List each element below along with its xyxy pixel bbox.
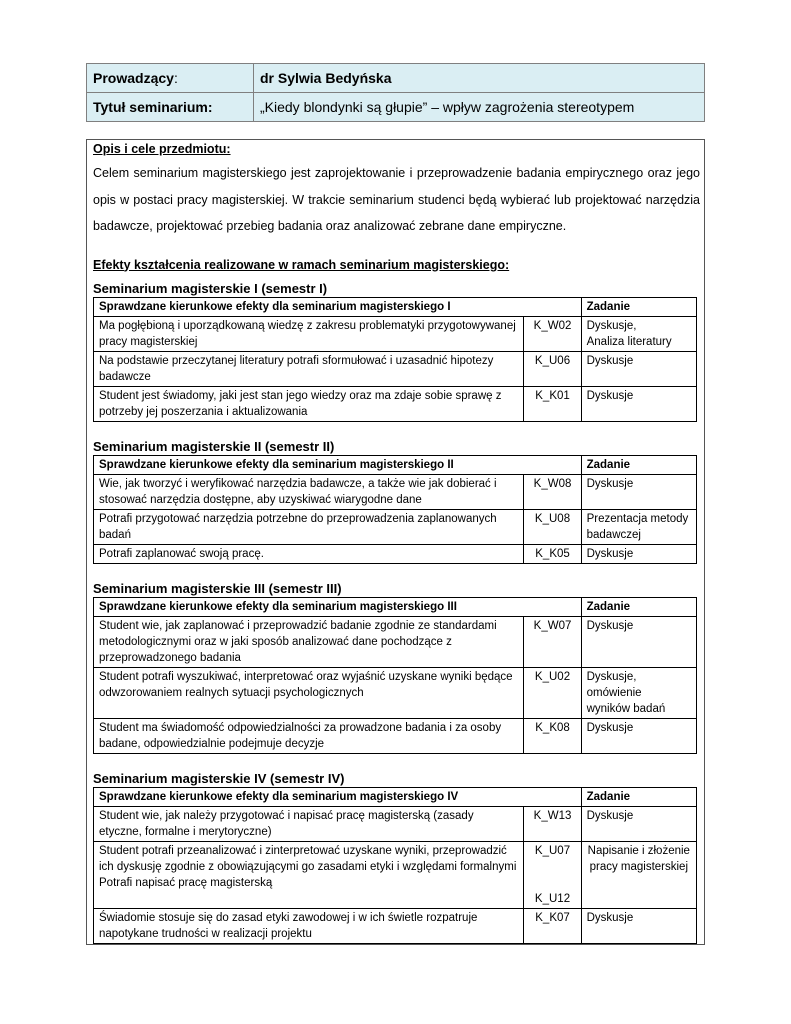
effect-task: Dyskusje, Analiza literatury [581,316,696,351]
effects-table [93,787,697,944]
instructor-row [87,64,705,93]
table-row [94,316,697,351]
instructor-label: Prowadzący [93,70,174,86]
effect-description: Student potrafi przeanalizować i zinterpretować uzyskane wyniki, przeprowadzić ich dyskusję zgodnie z obowiązującymi go zasadami etyki i względami formalnymi Potrafi napisać pracę magisterską [94,841,524,908]
effects-column-header: Sprawdzane kierunkowe efekty dla seminarium magisterskiego IV [94,787,582,806]
header-table [86,63,705,122]
seminar-title: Seminarium magisterskie III (semestr III) [93,580,342,596]
effect-description: Na podstawie przeczytanej literatury potrafi sformułować i uzasadnić hipotezy badawcze [94,351,524,386]
seminar-title: Seminarium magisterskie IV (semestr IV) [93,770,345,786]
effect-task: Prezentacja metody badawczej [581,509,696,544]
effects-heading: Efekty kształcenia realizowane w ramach seminarium magisterskiego: [93,257,510,272]
table-row [94,616,697,667]
table-row [94,509,697,544]
effects-table [93,297,697,422]
effect-description: Potrafi zaplanować swoją pracę. [94,544,524,563]
seminar-title: Seminarium magisterskie I (semestr I) [93,280,328,296]
effect-task: Napisanie i złożenie pracy magisterskiej [581,841,696,908]
effect-description: Student wie, jak należy przygotować i napisać pracę magisterską (zasady etyczne, formalne i merytoryczne) [94,806,524,841]
task-column-header: Zadanie [581,297,696,316]
title-label: Tytuł seminarium: [87,93,254,122]
effects-table-header [94,597,697,616]
effect-task: Dyskusje [581,474,696,509]
effect-description: Student potrafi wyszukiwać, interpretować oraz wyjaśnić uzyskane wyniki będące odwzorowaniem realnych sytuacji psychologicznych [94,667,524,718]
table-row [94,351,697,386]
effect-code: K_W13 [524,806,581,841]
table-row [94,667,697,718]
instructor-value: dr Sylwia Bedyńska [254,64,705,93]
effect-description: Student jest świadomy, jaki jest stan jego wiedzy oraz ma zdaje sobie sprawę z potrzeby jej poszerzania i aktualizowania [94,386,524,421]
effect-description: Świadomie stosuje się do zasad etyki zawodowej i w ich świetle rozpatruje napotykane trudności w realizacji projektu [94,908,524,943]
seminar-title: Seminarium magisterskie II (semestr II) [93,438,335,454]
effect-task: Dyskusje [581,544,696,563]
seminars-container [93,281,700,944]
table-row [94,474,697,509]
task-column-header: Zadanie [581,597,696,616]
effects-table-header [94,787,697,806]
effect-task: Dyskusje [581,616,696,667]
task-column-header: Zadanie [581,455,696,474]
table-row [94,544,697,563]
course-content [93,142,700,944]
table-row [94,386,697,421]
effect-task: Dyskusje [581,351,696,386]
effect-description: Wie, jak tworzyć i weryfikować narzędzia badawcze, a także wie jak dobierać i stosować narzędzia dostępne, aby uzyskiwać wiarygodne dane [94,474,524,509]
effects-table-header [94,297,697,316]
effects-column-header: Sprawdzane kierunkowe efekty dla seminarium magisterskiego III [94,597,582,616]
effects-table [93,455,697,564]
effect-code: K_U08 [524,509,581,544]
effect-code: K_W02 [524,316,581,351]
effect-task: Dyskusje [581,908,696,943]
table-row [94,841,697,908]
effect-code: K_K08 [524,718,581,753]
title-row [87,93,705,122]
effect-description: Potrafi przygotować narzędzia potrzebne do przeprowadzenia zaplanowanych badań [94,509,524,544]
course-description-box [86,139,705,945]
effect-code: K_W08 [524,474,581,509]
effect-code: K_K01 [524,386,581,421]
effects-column-header: Sprawdzane kierunkowe efekty dla seminarium magisterskiego II [94,455,582,474]
task-column-header: Zadanie [581,787,696,806]
effect-task: Dyskusje [581,718,696,753]
effect-code: K_U07 K_U12 [524,841,581,908]
effects-table [93,597,697,754]
effect-code: K_U06 [524,351,581,386]
effect-code: K_K07 [524,908,581,943]
table-row [94,718,697,753]
effect-code: K_W07 [524,616,581,667]
effects-table-header [94,455,697,474]
table-row [94,806,697,841]
effect-code: K_U02 [524,667,581,718]
instructor-colon: : [173,70,178,86]
effect-description: Student wie, jak zaplanować i przeprowadzić badanie zgodnie ze standardami metodologicznymi oraz w jaki sposób analizować dane pochodzące z przeprowadzonego badania [94,616,524,667]
description-text: Celem seminarium magisterskiego jest zaprojektowanie i przeprowadzenie badania empirycznego oraz jego opis w postaci pracy magisterskiej. W trakcie seminarium studenci będą wybierać lub projektować narzędzia badawcze, projektować przebieg badania oraz analizować zebrane dane empiryczne. [93,166,700,233]
effect-task: Dyskusje [581,386,696,421]
effect-description: Ma pogłębioną i uporządkowaną wiedzę z zakresu problematyki przygotowywanej pracy magisterskiej [94,316,524,351]
title-value: „Kiedy blondynki są głupie” – wpływ zagrożenia stereotypem [254,93,705,122]
instructor-label-cell [87,64,254,93]
effect-code: K_K05 [524,544,581,563]
table-row [94,908,697,943]
effect-description: Student ma świadomość odpowiedzialności za prowadzone badania i za osoby badane, odpowiedzialnie podejmuje decyzje [94,718,524,753]
effects-column-header: Sprawdzane kierunkowe efekty dla seminarium magisterskiego I [94,297,582,316]
effect-task: Dyskusje, omówienie wyników badań [581,667,696,718]
description-heading: Opis i cele przedmiotu: [93,142,231,156]
effect-task: Dyskusje [581,806,696,841]
